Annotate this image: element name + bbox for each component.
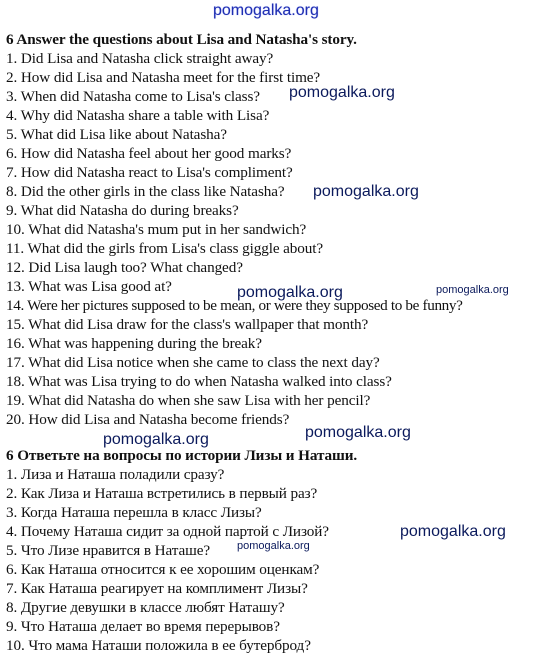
question-en-3: 3. When did Natasha come to Lisa's class? bbox=[6, 88, 260, 105]
watermark: pomogalka.org bbox=[289, 84, 395, 101]
question-ru-7: 7. Как Наташа реагирует на комплимент Лизы? bbox=[6, 580, 308, 597]
question-en-6: 6. How did Natasha feel about her good marks? bbox=[6, 145, 292, 162]
question-en-11: 11. What did the girls from Lisa's class giggle about? bbox=[6, 240, 324, 257]
question-en-16: 16. What was happening during the break? bbox=[6, 335, 262, 352]
watermark: pomogalka.org bbox=[400, 523, 506, 540]
question-ru-3: 3. Когда Наташа перешла в класс Лизы? bbox=[6, 504, 262, 521]
question-ru-1: 1. Лиза и Наташа поладили сразу? bbox=[6, 466, 225, 483]
question-en-18: 18. What was Lisa trying to do when Natasha walked into class? bbox=[6, 373, 392, 390]
question-en-4: 4. Why did Natasha share a table with Lisa? bbox=[6, 107, 270, 124]
watermark: pomogalka.org bbox=[237, 284, 343, 301]
question-en-20: 20. How did Lisa and Natasha become friends? bbox=[6, 411, 290, 428]
watermark: pomogalka.org bbox=[313, 183, 419, 200]
question-ru-10: 10. Что мама Наташи положила в ее бутерброд? bbox=[6, 637, 311, 654]
watermark-top: pomogalka.org bbox=[213, 2, 319, 19]
question-en-13: 13. What was Lisa good at? bbox=[6, 278, 172, 295]
question-en-9: 9. What did Natasha do during breaks? bbox=[6, 202, 239, 219]
watermark: pomogalka.org bbox=[237, 540, 310, 552]
question-en-8: 8. Did the other girls in the class like Natasha? bbox=[6, 183, 285, 200]
question-en-14: 14. Were her pictures supposed to be mean, or were they supposed to be funny? bbox=[6, 297, 463, 314]
question-ru-2: 2. Как Лиза и Наташа встретились в первый раз? bbox=[6, 485, 318, 502]
question-en-5: 5. What did Lisa like about Natasha? bbox=[6, 126, 227, 143]
question-en-15: 15. What did Lisa draw for the class's wallpaper that month? bbox=[6, 316, 369, 333]
english-heading: 6 Answer the questions about Lisa and Natasha's story. bbox=[6, 31, 357, 48]
question-en-12: 12. Did Lisa laugh too? What changed? bbox=[6, 259, 243, 276]
question-ru-9: 9. Что Наташа делает во время перерывов? bbox=[6, 618, 280, 635]
question-ru-8: 8. Другие девушки в классе любят Наташу? bbox=[6, 599, 285, 616]
question-ru-4: 4. Почему Наташа сидит за одной партой с Лизой? bbox=[6, 523, 329, 540]
question-en-7: 7. How did Natasha react to Lisa's compliment? bbox=[6, 164, 293, 181]
question-en-10: 10. What did Natasha's mum put in her sandwich? bbox=[6, 221, 307, 238]
question-en-1: 1. Did Lisa and Natasha click straight away? bbox=[6, 50, 274, 67]
russian-heading: 6 Ответьте на вопросы по истории Лизы и Наташи. bbox=[6, 447, 358, 464]
watermark: pomogalka.org bbox=[103, 431, 209, 448]
question-en-2: 2. How did Lisa and Natasha meet for the first time? bbox=[6, 69, 321, 86]
watermark: pomogalka.org bbox=[305, 424, 411, 441]
question-ru-5: 5. Что Лизе нравится в Наташе? bbox=[6, 542, 210, 559]
question-ru-6: 6. Как Наташа относится к ее хорошим оценкам? bbox=[6, 561, 320, 578]
question-en-17: 17. What did Lisa notice when she came to class the next day? bbox=[6, 354, 380, 371]
watermark: pomogalka.org bbox=[436, 284, 509, 296]
question-en-19: 19. What did Natasha do when she saw Lisa with her pencil? bbox=[6, 392, 371, 409]
